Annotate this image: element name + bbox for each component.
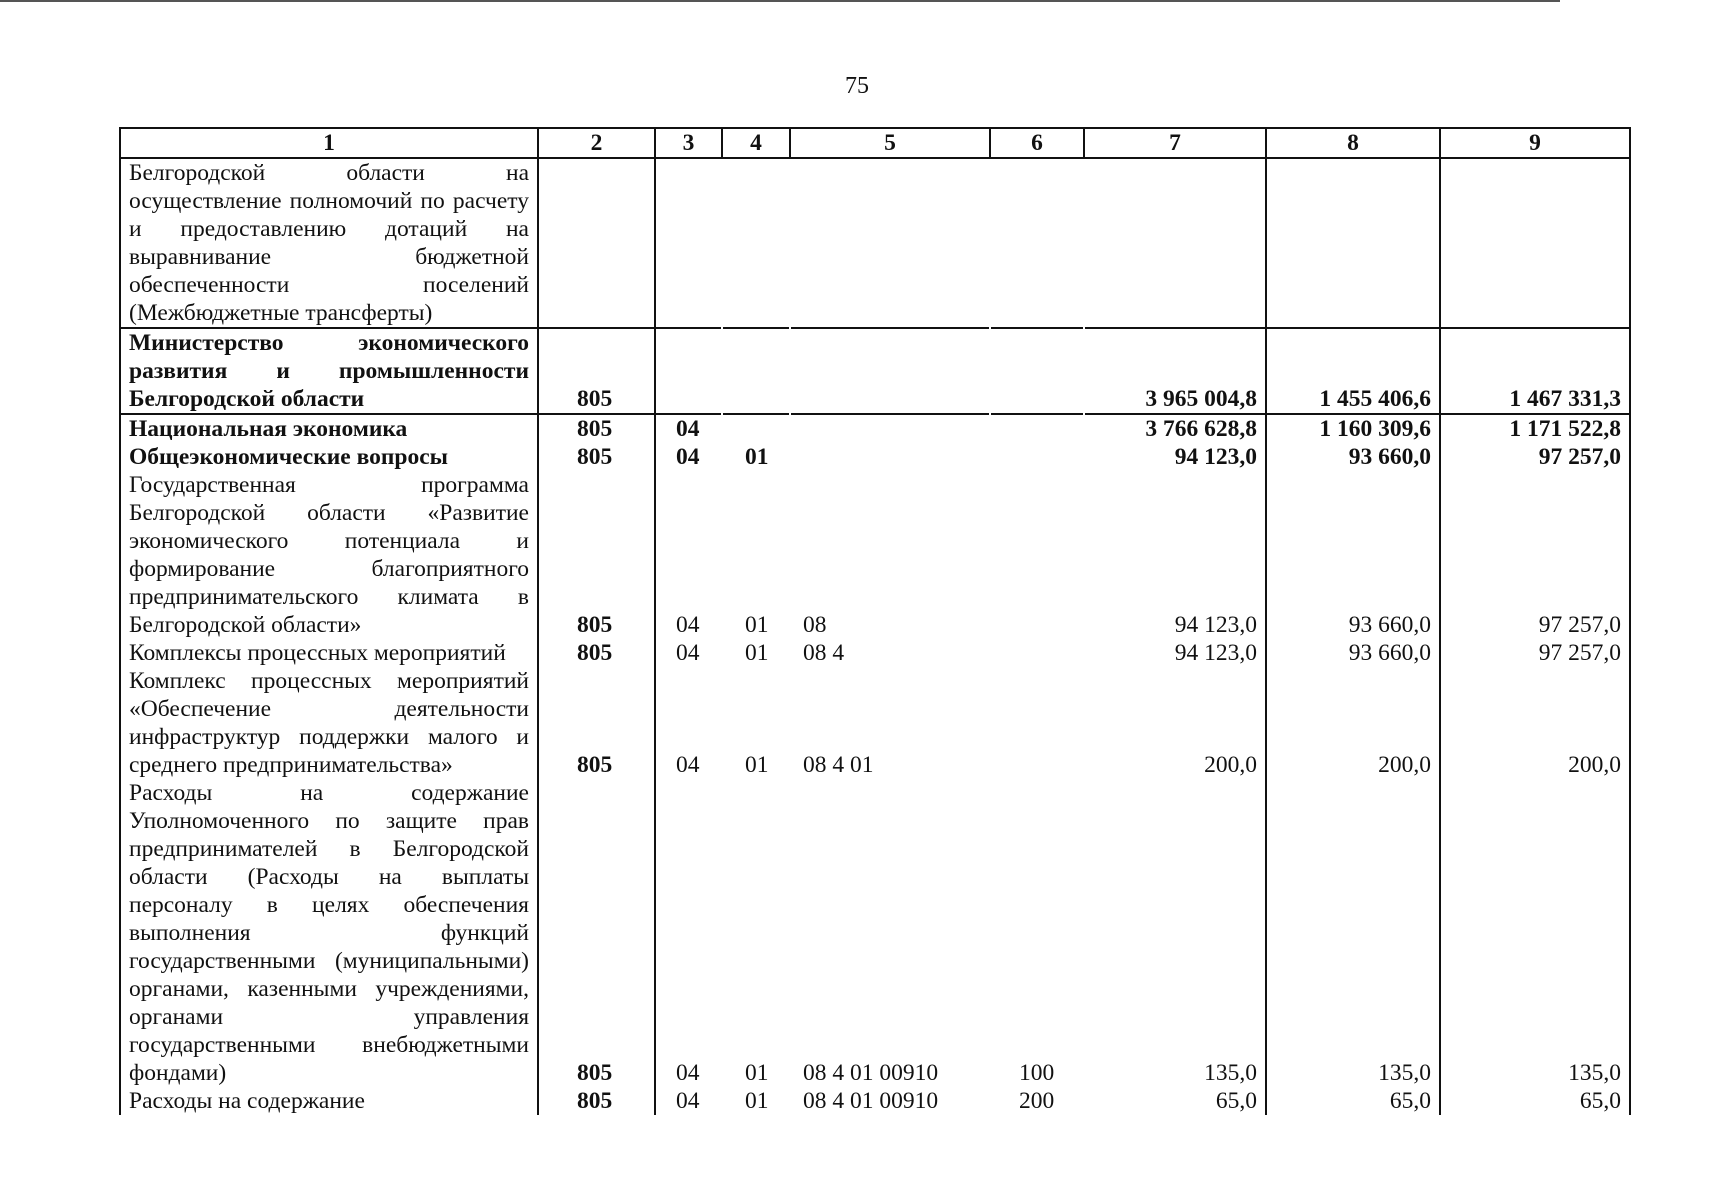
cell-col-7: 94 123,0 [1084,639,1266,667]
cell-col-8: 200,0 [1266,667,1440,779]
cell-col-5: 08 [803,612,827,638]
cell-col-3: 04 [676,752,700,778]
cell-col-7: 135,0 [1084,779,1266,1087]
cell-col-6: 100 [1019,1060,1055,1086]
table-body [120,158,1630,1115]
cell-col-8: 1 160 309,6 [1266,414,1440,443]
cell-col-7: 3 766 628,8 [1084,414,1266,443]
header-cell: 5 [790,128,990,158]
top-rule [0,0,1560,2]
cell-col-4: 01 [745,1088,769,1114]
cell-col-9: 97 257,0 [1440,471,1630,639]
cell-col-3: 04 [676,1088,700,1114]
cell-col-9 [1440,158,1630,328]
cell-col-4: 01 [745,640,769,666]
cell-col-5: 08 4 [803,640,845,666]
cell-col-6 [990,639,1084,667]
row-description: Комплексы процессных мероприятий [120,639,538,667]
cell-col-4 [722,414,790,443]
cell-col-7: 65,0 [1084,1087,1266,1115]
table-row [120,639,1630,667]
header-row [120,128,1630,158]
cell-col-6 [990,414,1084,443]
cell-col-7: 3 965 004,8 [1084,328,1266,414]
table-row [120,1087,1630,1115]
cell-col-4: 01 [745,752,769,778]
cell-col-8: 1 455 406,6 [1266,328,1440,414]
cell-col-7: 94 123,0 [1084,471,1266,639]
cell-col-4: 01 [745,444,769,470]
cell-col-8: 93 660,0 [1266,443,1440,471]
cell-col-2 [538,158,655,328]
row-description: Государственная программа Белгородской области «Развитие экономического потенциала и формирование благоприятного предпринимательского климата в Белгородской области» [120,471,538,639]
cell-col-2: 805 [538,328,655,414]
row-description: Расходы на содержание [120,1087,538,1115]
cell-col-8: 135,0 [1266,779,1440,1087]
row-description: Расходы на содержание Уполномоченного по защите прав предпринимателей в Белгородской области (Расходы на выплаты персоналу в целях обеспечения выполнения функций государственными (муниципальными) органами, казенными учреждениями, органами управления государственными внебюджетными фондами) [120,779,538,1087]
cell-col-3: 04 [676,640,700,666]
header-cell: 4 [722,128,790,158]
cell-col-6: 200 [1019,1088,1055,1114]
cell-col-8: 93 660,0 [1266,471,1440,639]
cell-col-4: 01 [745,612,769,638]
cell-col-3: 04 [655,414,722,443]
cell-col-9: 200,0 [1440,667,1630,779]
cell-col-7: 200,0 [1084,667,1266,779]
cell-col-7 [1084,158,1266,328]
cell-col-2: 805 [538,414,655,443]
cell-col-2: 805 [538,667,655,779]
row-description: Министерство экономического развития и промышленности Белгородской области [120,328,538,414]
cell-col-6 [990,158,1084,328]
header-cell: 1 [120,128,538,158]
cell-col-5 [790,414,990,443]
row-description: Общеэкономические вопросы [120,443,538,471]
cell-col-6 [990,667,1084,779]
header-cell: 2 [538,128,655,158]
cell-col-3 [655,158,722,328]
cell-col-2: 805 [538,639,655,667]
header-cell: 3 [655,128,722,158]
cell-col-5 [790,328,990,414]
cell-col-8: 93 660,0 [1266,639,1440,667]
table-row [120,328,1630,414]
cell-col-8 [1266,158,1440,328]
cell-col-9: 97 257,0 [1440,639,1630,667]
cell-col-5: 08 4 01 00910 [803,1060,939,1086]
table-row [120,414,1630,443]
cell-col-2: 805 [538,1087,655,1115]
cell-col-5 [790,443,990,471]
cell-col-7: 94 123,0 [1084,443,1266,471]
cell-col-3: 04 [676,1060,700,1086]
header-cell: 6 [990,128,1084,158]
table-row [120,158,1630,328]
cell-col-2: 805 [538,471,655,639]
cell-col-8: 65,0 [1266,1087,1440,1115]
cell-col-5: 08 4 01 [803,752,874,778]
cell-col-5 [790,158,990,328]
cell-col-5: 08 4 01 00910 [803,1088,939,1114]
table-row [120,471,1630,639]
cell-col-9: 135,0 [1440,779,1630,1087]
table-row [120,667,1630,779]
cell-col-3: 04 [676,612,700,638]
cell-col-3: 04 [676,444,700,470]
cell-col-4 [722,328,790,414]
cell-col-9: 1 171 522,8 [1440,414,1630,443]
header-cell: 9 [1440,128,1630,158]
cell-col-3 [655,328,722,414]
cell-col-2: 805 [538,779,655,1087]
row-description: Комплекс процессных мероприятий «Обеспечение деятельности инфраструктур поддержки малого и среднего предпринимательства» [120,667,538,779]
cell-col-4: 01 [745,1060,769,1086]
cell-col-9: 1 467 331,3 [1440,328,1630,414]
row-description: Белгородской области на осуществление полномочий по расчету и предоставлению дотаций на выравнивание бюджетной обеспеченности поселений (Межбюджетные трансферты) [120,158,538,328]
cell-col-6 [990,328,1084,414]
row-description: Национальная экономика [120,414,538,443]
cell-col-4 [722,158,790,328]
budget-table [119,127,1631,1115]
page-number: 75 [845,73,869,99]
cell-col-9: 97 257,0 [1440,443,1630,471]
table-row [120,443,1630,471]
table-row [120,779,1630,1087]
header-cell: 7 [1084,128,1266,158]
cell-col-9: 65,0 [1440,1087,1630,1115]
header-cell: 8 [1266,128,1440,158]
cell-col-6 [990,471,1084,639]
cell-col-2: 805 [538,443,655,471]
cell-col-6 [990,443,1084,471]
